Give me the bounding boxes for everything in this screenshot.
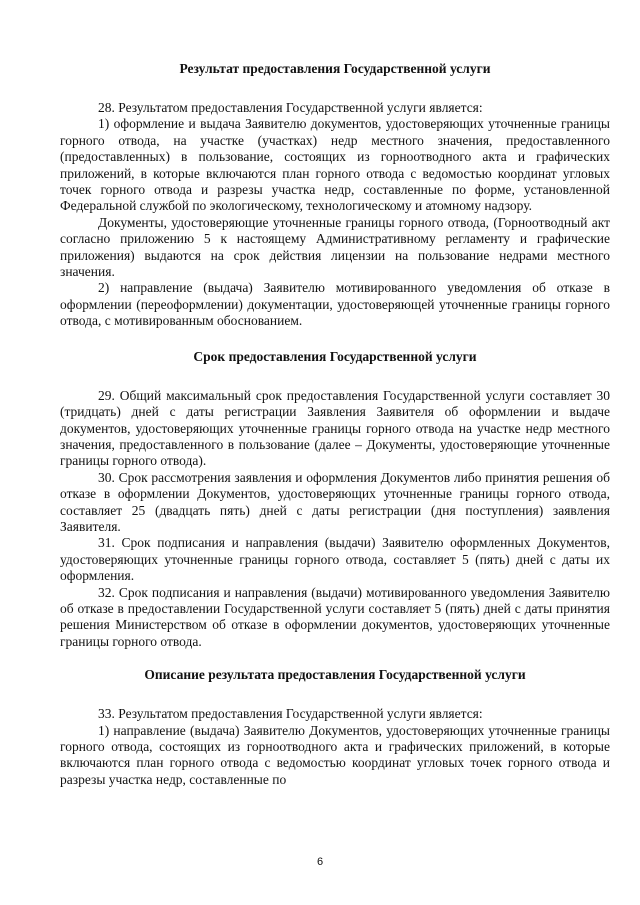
- paragraph-28-item-1: 1) оформление и выдача Заявителю документов, удостоверяющих уточненные границы горного отвода, на участке (участках) недр местного значения, предоставленного (предоставленных) в пользование, состоящих из горноотводного акта и графических приложений, в которые включаются план горного отвода с ведомостью координат угловых точек горного отвода и разрезы участка недр, составленные по форме, установленной Федеральной службой по экологическому, технологическому и атомному надзору.: [60, 116, 610, 214]
- paragraph-33: 33. Результатом предоставления Государственной услуги является:: [98, 706, 483, 722]
- paragraph-31: 31. Срок подписания и направления (выдачи) Заявителю оформленных Документов, удостоверяющих уточненные границы горного отвода, составляет 5 (пять) дней с даты их оформления.: [60, 535, 610, 584]
- section-heading-term: Срок предоставления Государственной услуги: [193, 348, 477, 364]
- paragraph-28: 28. Результатом предоставления Государственной услуги является:: [98, 100, 483, 115]
- section-term-body: [60, 388, 610, 651]
- section-heading-result: Результат предоставления Государственной услуги: [179, 61, 491, 76]
- paragraph-documents-term: Документы, удостоверяющие уточненные границы горного отвода, (Горноотводный акт согласно приложению 5 к настоящему Административному регламенту и графические приложения) выдаются на срок действия лицензии на пользование недрами местного значения.: [60, 214, 610, 280]
- page-content: [60, 60, 610, 788]
- section-result-body: [60, 100, 610, 330]
- paragraph-30: 30. Срок рассмотрения заявления и оформления Документов либо принятия решения об отказе в оформлении Документов, удостоверяющих уточненные границы горного отвода, составляет 25 (двадцать пять) дней с даты регистрации (дня поступления) заявления Заявителя.: [60, 469, 610, 534]
- paragraph-28-item-2: 2) направление (выдача) Заявителю мотивированного уведомления об отказе в оформлении (переоформлении) документации, удостоверяющей уточненные границы горного отвода, с мотивированным обоснованием.: [60, 280, 610, 329]
- section-heading-description: Описание результата предоставления Государственной услуги: [144, 667, 526, 683]
- paragraph-29: 29. Общий максимальный срок предоставления Государственной услуги составляет 30 (тридцать) дней с даты регистрации Заявления Заявителя об оформлении и выдаче документов, удостоверяющих уточненные границы горного отвода на участке недр местного значения, предоставленного в пользование (далее – Документы, удостоверяющие уточненные границы горного отвода).: [60, 387, 610, 469]
- page-number: 6: [316, 856, 324, 868]
- section-description-body: [60, 706, 610, 788]
- paragraph-33-item-1: 1) направление (выдача) Заявителю Документов, удостоверяющих уточненные границы горного отвода, состоящих из горноотводного акта и графических приложений, в которые включаются план горного отвода с ведомостью координат угловых точек горного отвода и разрезы участка недр, составленные по: [60, 722, 610, 787]
- paragraph-32: 32. Срок подписания и направления (выдачи) мотивированного уведомления Заявителю об отказе в предоставлении Государственной услуги составляет 5 (пять) дней с даты принятия решения Министерством об отказе в оформлении документов, удостоверяющих уточненные границы горного отвода.: [60, 584, 610, 649]
